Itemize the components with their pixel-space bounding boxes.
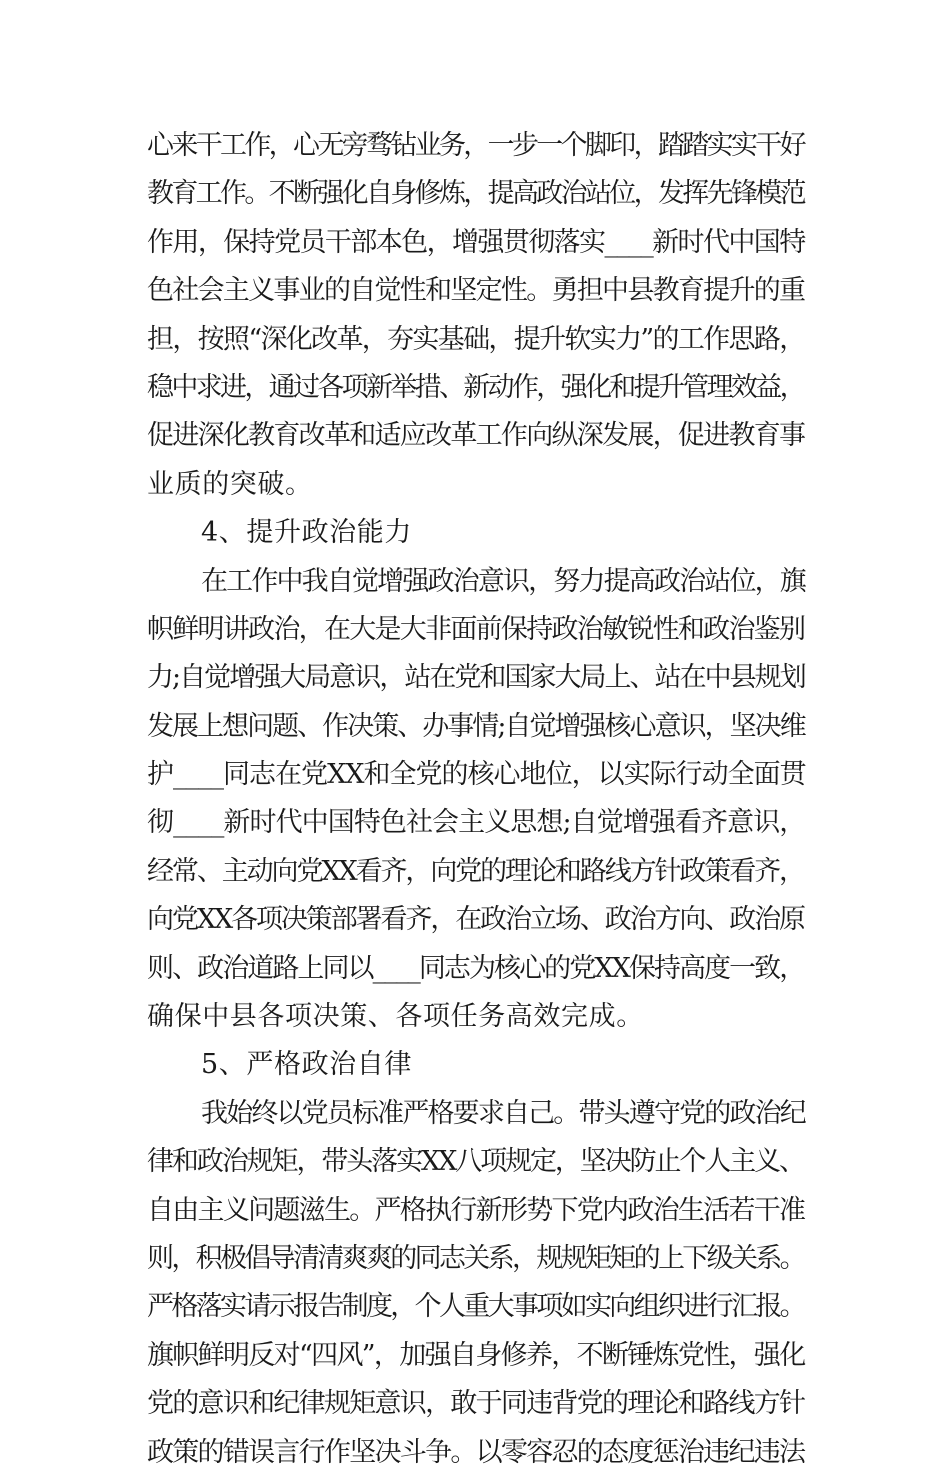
paragraph-line-indented: 4、提升政治能力	[201, 517, 412, 549]
paragraph-line: 党的意识和纪律规矩意识，敢于同违背党的理论和路线方针	[147, 1388, 805, 1420]
paragraph-line-indented: 在工作中我自觉增强政治意识，努力提高政治站位，旗	[201, 565, 805, 597]
paragraph-line: 向党XX各项决策部署看齐，在政治立场、政治方向、政治原	[147, 904, 804, 936]
paragraph-line: 经常、主动向党XX看齐，向党的理论和路线方针政策看齐，	[147, 855, 804, 887]
paragraph-line: 力;自觉增强大局意识，站在党和国家大局上、站在中县规划	[147, 662, 805, 694]
paragraph-line: 心来干工作，心无旁骛钻业务，一步一个脚印，踏踏实实干好	[147, 130, 804, 161]
paragraph-line: 严格落实请示报告制度，个人重大事项如实向组织进行汇报。	[147, 1291, 804, 1323]
paragraph-line: 自由主义问题滋生。严格执行新形势下党内政治生活若干准	[147, 1194, 805, 1226]
paragraph-line: 稳中求进，通过各项新举措、新动作，强化和提升管理效益，	[147, 371, 804, 403]
paragraph-line: 作用，保持党员干部本色，增强贯彻落实____新时代中国特	[147, 226, 805, 258]
paragraph-line: 教育工作。不断强化自身修炼，提高政治站位，发挥先锋模范	[147, 178, 804, 210]
paragraph-line: 担，按照“深化改革，夯实基础，提升软实力”的工作思路，	[147, 323, 805, 355]
paragraph-line: 则，积极倡导清清爽爽的同志关系，规规矩矩的上下级关系。	[147, 1242, 804, 1274]
paragraph-line: 业质的突破。	[147, 468, 313, 500]
paragraph-line: 促进深化教育改革和适应改革工作向纵深发展，促进教育事	[147, 420, 805, 452]
paragraph-line-indented: 5、严格政治自律	[201, 1049, 412, 1081]
paragraph-line: 旗帜鲜明反对“四风”，加强自身修养，不断锤炼党性，强化	[147, 1339, 805, 1371]
paragraph-line: 则、政治道路上同以____同志为核心的党XX保持高度一致，	[147, 952, 805, 984]
paragraph-line: 发展上想问题、作决策、办事情;自觉增强核心意识，坚决维	[147, 710, 805, 742]
paragraph-line: 政策的错误言行作坚决斗争。以零容忍的态度惩治违纪违法	[147, 1436, 805, 1468]
paragraph-line: 彻____新时代中国特色社会主义思想;自觉增强看齐意识，	[147, 807, 806, 839]
paragraph-line: 确保中县各项决策、各项任务高效完成。	[147, 1001, 644, 1033]
paragraph-line: 护____同志在党XX和全党的核心地位，以实际行动全面贯	[147, 759, 806, 791]
document-body	[147, 122, 807, 1477]
paragraph-line: 帜鲜明讲政治，在大是大非面前保持政治敏锐性和政治鉴别	[147, 613, 805, 645]
paragraph-line-indented: 我始终以党员标准严格要求自己。带头遵守党的政治纪	[201, 1097, 805, 1129]
paragraph-line: 律和政治规矩，带头落实XX八项规定，坚决防止个人主义、	[147, 1146, 804, 1178]
paragraph-line: 色社会主义事业的自觉性和坚定性。勇担中县教育提升的重	[147, 275, 805, 307]
